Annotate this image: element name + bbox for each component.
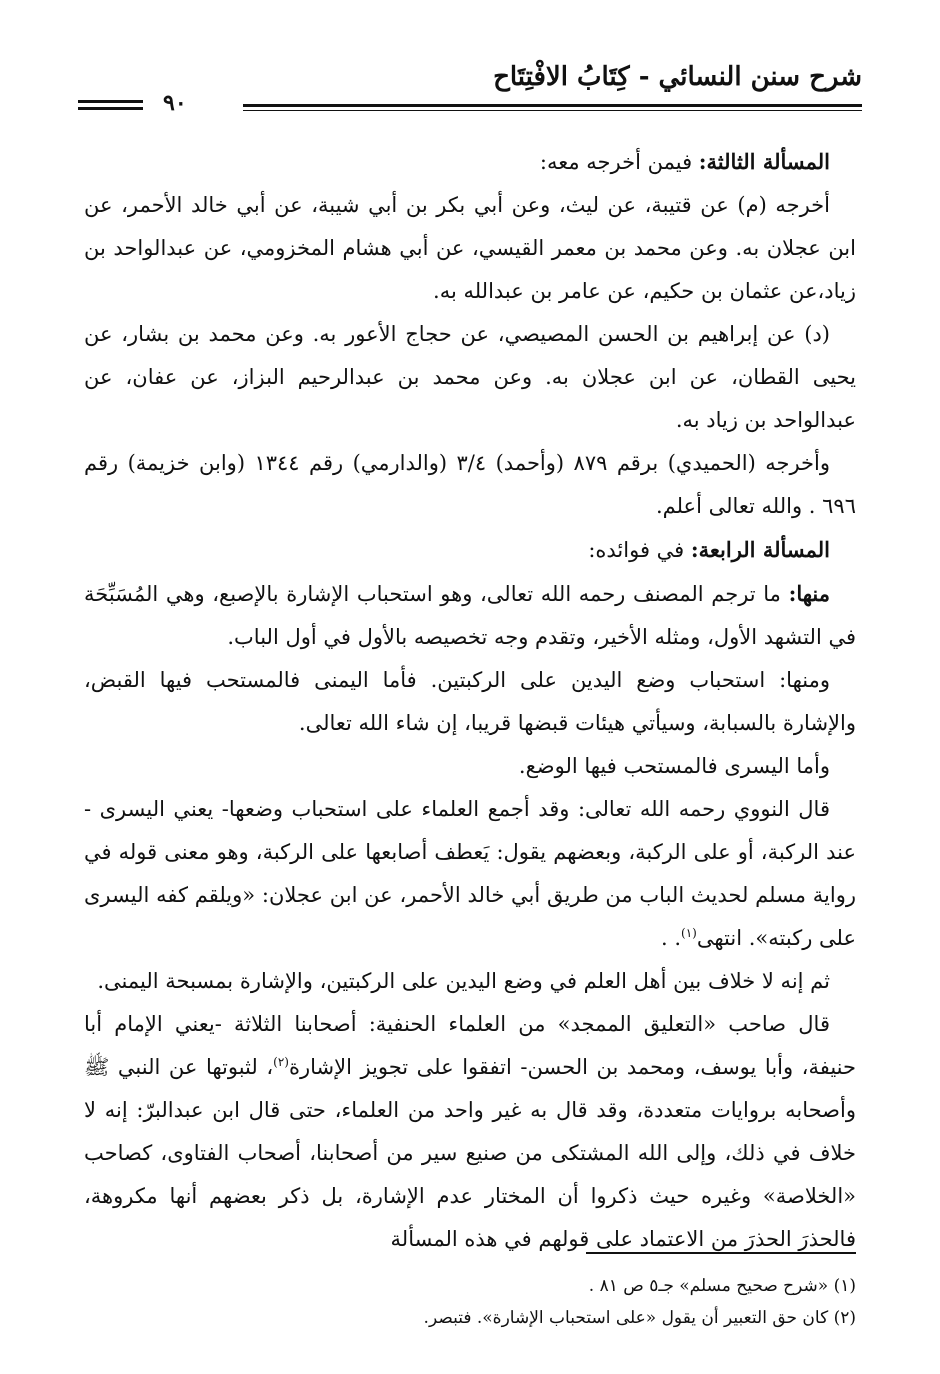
paragraph	[84, 572, 856, 659]
header-rule	[243, 104, 862, 107]
paragraph-text: أخرجه (م) عن قتيبة، عن ليث، وعن أبي بكر بن أبي شيبة، عن أبي خالد الأحمر، عن ابن عجلان به. وعن محمد بن معمر القيسي، عن أبي هشام المخزومي، عن عبدالواحد بن زياد،عن عثمان بن حكيم، عن عامر بن عبدالله به.	[84, 193, 856, 303]
paragraph-text: ما ترجم المصنف رحمه الله تعالى، وهو استحباب الإشارة بالإصبع، وهي المُسَبِّحَة في التشهد الأول، ومثله الأخير، وتقدم وجه تخصيصه بالأول في أول الباب.	[84, 582, 856, 649]
paragraph-text: . .	[661, 926, 682, 950]
paragraph-text: (د) عن إبراهيم بن الحسن المصيصي، عن حجاج الأعور به. وعن محمد بن بشار، عن يحيى القطان، عن ابن عجلان به. وعن محمد بن عبدالرحيم البزاز، عن عفان، عن عبدالواحد بن زياد به.	[84, 322, 856, 432]
section-heading: المسألة الثالثة:	[698, 149, 830, 174]
paragraph	[84, 788, 856, 960]
page-number: ٩٠	[163, 90, 187, 116]
page-number-rule	[78, 107, 143, 110]
paragraph-text: في فوائده:	[588, 538, 691, 562]
footnote: (٢) كان حق التعبير أن يقول «على استحباب الإشارة». فتبصر.	[423, 1308, 856, 1328]
paragraph	[84, 659, 856, 745]
paragraph	[84, 184, 856, 313]
paragraph	[84, 313, 856, 442]
paragraph	[84, 745, 856, 788]
section-heading: المسألة الرابعة:	[690, 537, 830, 562]
footnote-ref[interactable]: (٢)	[273, 1055, 289, 1069]
main-text	[84, 140, 856, 1261]
paragraph-text: فيمن أخرجه معه:	[539, 150, 699, 174]
footnote-separator	[586, 1252, 856, 1254]
footnote-ref[interactable]: (١)	[681, 926, 697, 940]
header-rule-thin	[243, 110, 862, 111]
footnotes	[84, 1270, 856, 1334]
paragraph-text: ثم إنه لا خلاف بين أهل العلم في وضع اليدين على الركبتين، والإشارة بمسبحة اليمنى.	[97, 969, 830, 993]
footnote: (١) «شرح صحيح مسلم» جـ٥ ص ٨١ .	[588, 1276, 856, 1296]
paragraph-text: وأما اليسرى فالمستحب فيها الوضع.	[518, 754, 830, 778]
paragraph-text: قال صاحب «التعليق الممجد» من العلماء الحنفية: أصحابنا الثلاثة -يعني الإمام أبا حنيفة، وأبا يوسف، ومحمد بن الحسن- اتفقوا على تجويز الإشارة	[84, 1012, 857, 1079]
paragraph	[84, 140, 856, 184]
paragraph	[84, 1003, 856, 1261]
paragraph-text: ومنها: استحباب وضع اليدين على الركبتين. فأما اليمنى فالمستحب فيها القبض، والإشارة بالسبابة، وسيأتي هيئات قبضها قريبا، إن شاء الله تعالى.	[84, 668, 856, 735]
running-title: شرح سنن النسائي - كِتَابُ الافْتِتَاح	[493, 62, 862, 92]
lead-word: منها:	[788, 581, 830, 606]
paragraph-text: ، لثبوتها عن النبي ﷺ وأصحابه بروايات متعددة، وقد قال به غير واحد من العلماء، حتى قال ابن عبدالبرّ: إنه لا خلاف في ذلك، وإلى الله المشتكى من صنيع سير من أصحابنا، أصحاب الفتاوى، كصاحب «الخلاصة» وغيره حيث ذكروا أن المختار عدم الإشارة، بل ذكر بعضهم أنها مكروهة، فالحذرَ الحذرَ من الاعتماد على قولهم في هذه المسألة	[84, 1055, 856, 1251]
paragraph-text: وأخرجه (الحميدي) برقم ٨٧٩ (وأحمد) ٣/٤ (والدارمي) رقم ١٣٤٤ (وابن خزيمة) رقم ٦٩٦ . والله تعالى أعلم.	[84, 451, 856, 518]
paragraph	[84, 960, 856, 1003]
paragraph	[84, 442, 856, 528]
paragraph-text: قال النووي رحمه الله تعالى: وقد أجمع العلماء على استحباب وضعها- يعني اليسرى - عند الركبة، أو على الركبة، وبعضهم يقول: يَعطف أصابعها على الركبة، وهو معنى قوله في رواية مسلم لحديث الباب من طريق أبي خالد الأحمر، عن ابن عجلان: «ويلقم كفه اليسرى على ركبته». انتهى	[84, 797, 856, 950]
page-number-rule	[78, 100, 143, 103]
paragraph	[84, 528, 856, 572]
page-header	[78, 62, 862, 132]
